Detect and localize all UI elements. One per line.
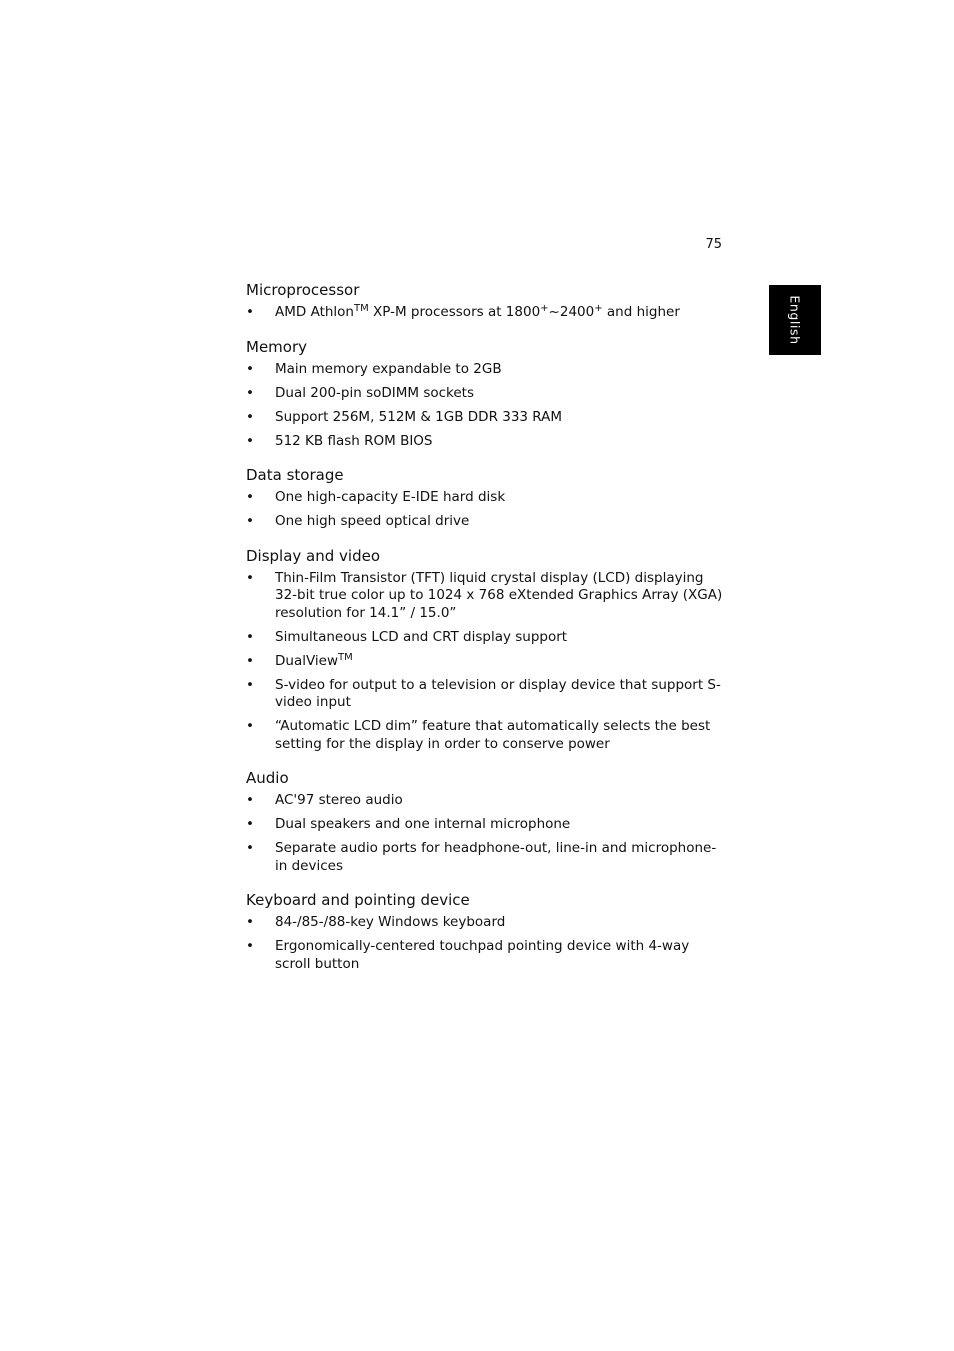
bullet-list <box>246 304 726 322</box>
bullet-icon: • <box>246 384 254 401</box>
list-item <box>246 409 726 427</box>
bullet-icon: • <box>246 938 254 954</box>
bullet-list <box>246 914 726 973</box>
bullet-icon: • <box>246 816 254 832</box>
list-item <box>246 816 726 834</box>
section-heading: Data storage <box>246 466 344 484</box>
list-item <box>246 653 726 671</box>
list-item-text: 84-/85-/88-key Windows keyboard <box>275 914 506 930</box>
list-item <box>246 570 726 623</box>
trademark-mark: TM <box>338 651 353 663</box>
section-heading: Audio <box>246 769 289 787</box>
list-item-text: Dual speakers and one internal microphone <box>275 816 571 832</box>
list-item-text: “Automatic LCD dim” feature that automatically selects the best setting for the display in order to conserve power <box>275 718 711 752</box>
bullet-icon: • <box>246 569 254 586</box>
plus-mark: + <box>594 303 603 314</box>
section-heading: Keyboard and pointing device <box>246 891 470 909</box>
list-item <box>246 304 726 322</box>
list-item-text: and higher <box>602 304 680 320</box>
list-item-text: Separate audio ports for headphone-out, line-in and microphone-in devices <box>275 840 717 874</box>
list-item <box>246 489 726 507</box>
section-data-storage <box>246 465 726 531</box>
language-tab <box>769 285 821 355</box>
bullet-icon: • <box>246 489 254 505</box>
plus-mark: + <box>540 303 549 314</box>
bullet-list <box>246 489 726 531</box>
section-audio <box>246 768 726 875</box>
bullet-icon: • <box>246 840 254 856</box>
list-item-text: AC'97 stereo audio <box>275 792 403 808</box>
language-tab-label: English <box>787 295 803 345</box>
list-item-text: Thin-Film Transistor (TFT) liquid crystal display (LCD) displaying 32-bit true color up to 1024 x 768 eXtended Graphics Array (XGA) resolution for 14.1” / 15.0” <box>275 569 723 621</box>
spec-content <box>246 280 726 988</box>
list-item <box>246 840 726 875</box>
list-item <box>246 361 726 379</box>
list-item-text: Simultaneous LCD and CRT display support <box>275 628 568 645</box>
bullet-icon: • <box>246 432 254 449</box>
list-item-text: Ergonomically-centered touchpad pointing device with 4-way scroll button <box>275 938 690 972</box>
list-item-text: One high-capacity E-IDE hard disk <box>275 489 506 505</box>
bullet-icon: • <box>246 652 254 669</box>
list-item-text: One high speed optical drive <box>275 513 470 529</box>
list-item-text: Support 256M, 512M & 1GB DDR 333 RAM <box>275 408 563 425</box>
list-item-text: DualView <box>275 652 339 669</box>
section-memory <box>246 337 726 451</box>
list-item <box>246 792 726 810</box>
list-item <box>246 677 726 712</box>
bullet-list <box>246 361 726 451</box>
list-item-text: ~2400 <box>548 304 595 320</box>
bullet-icon: • <box>246 360 254 377</box>
bullet-icon: • <box>246 792 254 808</box>
section-heading: Display and video <box>246 546 381 565</box>
bullet-list <box>246 570 726 754</box>
bullet-icon: • <box>246 304 254 320</box>
bullet-icon: • <box>246 408 254 425</box>
list-item <box>246 513 726 531</box>
section-heading: Microprocessor <box>246 281 360 299</box>
list-item-text: 512 KB flash ROM BIOS <box>275 432 433 449</box>
bullet-icon: • <box>246 718 254 734</box>
bullet-icon: • <box>246 914 254 930</box>
list-item <box>246 385 726 403</box>
bullet-icon: • <box>246 676 254 693</box>
list-item <box>246 629 726 647</box>
bullet-list <box>246 792 726 875</box>
section-keyboard <box>246 890 726 973</box>
section-heading: Memory <box>246 337 308 356</box>
page-number: 75 <box>705 237 722 252</box>
list-item <box>246 718 726 753</box>
list-item-text: XP-M processors at 1800 <box>368 304 541 320</box>
list-item <box>246 433 726 451</box>
list-item <box>246 914 726 932</box>
bullet-icon: • <box>246 628 254 645</box>
list-item-text: S-video for output to a television or display device that support S-video input <box>275 676 721 710</box>
trademark-mark: TM <box>353 303 369 314</box>
list-item-text: AMD Athlon <box>275 304 354 320</box>
list-item <box>246 938 726 973</box>
section-microprocessor <box>246 280 726 322</box>
list-item-text: Dual 200-pin soDIMM sockets <box>275 384 475 401</box>
list-item-text: Main memory expandable to 2GB <box>275 360 502 377</box>
bullet-icon: • <box>246 513 254 529</box>
section-display-video <box>246 546 726 754</box>
